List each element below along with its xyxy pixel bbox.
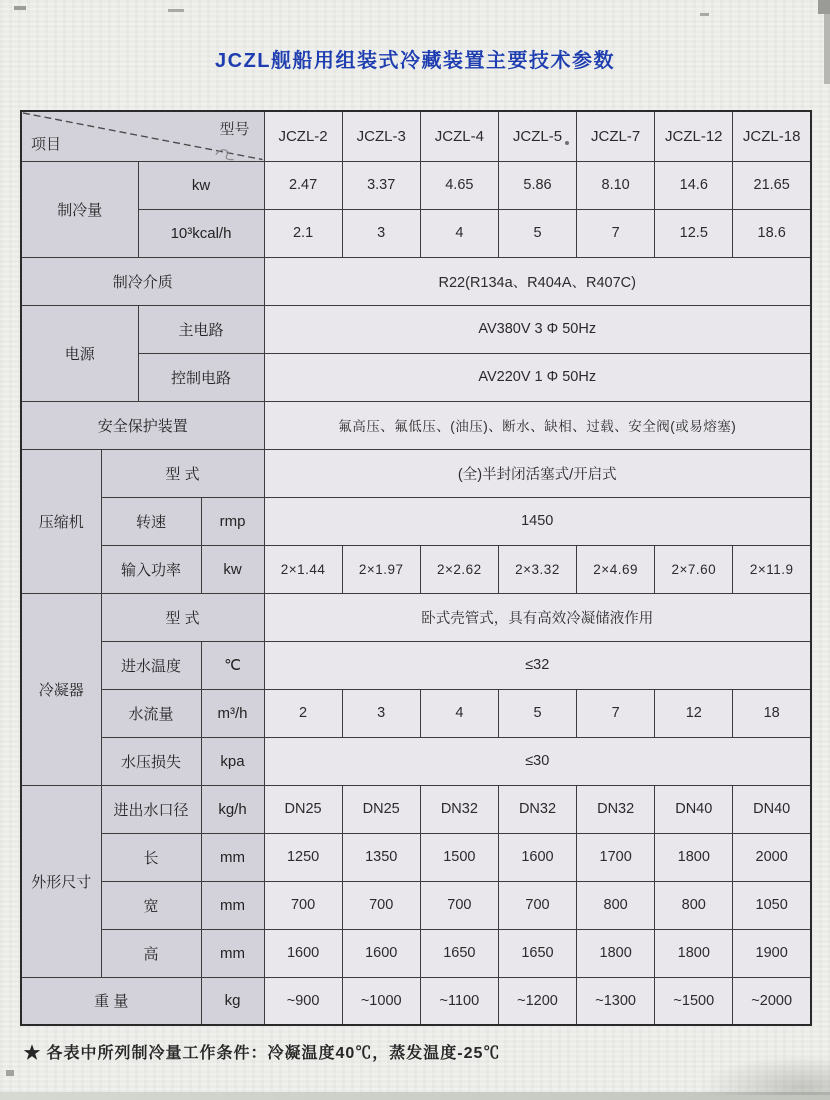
table-row xyxy=(21,257,811,305)
value-cell: 2×2.62 xyxy=(420,545,498,593)
value-cell: 700 xyxy=(264,881,342,929)
table-row xyxy=(21,881,811,929)
value-cell: 2×11.9 xyxy=(733,545,811,593)
model-header: JCZL-18 xyxy=(733,111,811,161)
scan-artifact xyxy=(6,1070,14,1076)
value-cell: 2×3.32 xyxy=(498,545,576,593)
value-cell: 700 xyxy=(420,881,498,929)
value-cell-wide: ≤30 xyxy=(264,737,811,785)
table-header-row xyxy=(21,111,811,161)
row-label: 型 式 xyxy=(101,449,264,497)
row-label: 宽 xyxy=(101,881,201,929)
value-cell: ~1200 xyxy=(498,977,576,1025)
value-cell: 1500 xyxy=(420,833,498,881)
value-cell: 18 xyxy=(733,689,811,737)
value-cell-wide: AV220V 1 Φ 50Hz xyxy=(264,353,811,401)
table-row xyxy=(21,689,811,737)
group-label-capacity: 制冷量 xyxy=(21,161,138,257)
value-cell: 1800 xyxy=(655,929,733,977)
value-cell: 12.5 xyxy=(655,209,733,257)
row-label: 长 xyxy=(101,833,201,881)
value-cell: ~1300 xyxy=(577,977,655,1025)
scan-artifact xyxy=(700,1055,830,1095)
table-row xyxy=(21,209,811,257)
row-label: 重 量 xyxy=(21,977,201,1025)
table-row xyxy=(21,977,811,1025)
value-cell: 700 xyxy=(498,881,576,929)
table-row xyxy=(21,737,811,785)
value-cell: DN25 xyxy=(342,785,420,833)
value-cell: ~1500 xyxy=(655,977,733,1025)
value-cell: 1600 xyxy=(264,929,342,977)
value-cell: 18.6 xyxy=(733,209,811,257)
value-cell: DN40 xyxy=(655,785,733,833)
scan-artifact xyxy=(168,9,184,12)
table-row xyxy=(21,353,811,401)
row-label: 水流量 xyxy=(101,689,201,737)
value-cell-wide: AV380V 3 Φ 50Hz xyxy=(264,305,811,353)
value-cell: 2×1.44 xyxy=(264,545,342,593)
value-cell-wide: ≤32 xyxy=(264,641,811,689)
group-label-compressor: 压缩机 xyxy=(21,449,101,593)
value-cell: 2×4.69 xyxy=(577,545,655,593)
value-cell: 3 xyxy=(342,689,420,737)
value-cell: 7 xyxy=(577,209,655,257)
model-header: JCZL-2 xyxy=(264,111,342,161)
table-row xyxy=(21,785,811,833)
model-header: JCZL-3 xyxy=(342,111,420,161)
value-cell: 7 xyxy=(577,689,655,737)
scan-speck xyxy=(565,141,569,145)
row-label: 型 式 xyxy=(101,593,264,641)
value-cell-wide: 卧式壳管式，具有高效冷凝储液作用 xyxy=(264,593,811,641)
model-header: JCZL-4 xyxy=(420,111,498,161)
unit-cell: mm xyxy=(201,881,264,929)
value-cell: 1650 xyxy=(420,929,498,977)
row-label: 进水温度 xyxy=(101,641,201,689)
value-cell: 4 xyxy=(420,209,498,257)
corner-item-label: 项目 xyxy=(31,135,62,153)
scan-artifact xyxy=(818,0,830,14)
value-cell: ~1000 xyxy=(342,977,420,1025)
value-cell: 1800 xyxy=(655,833,733,881)
value-cell: 1800 xyxy=(577,929,655,977)
table-row xyxy=(21,449,811,497)
scan-squiggle xyxy=(216,150,234,160)
value-cell: DN32 xyxy=(498,785,576,833)
row-label: kw xyxy=(138,161,264,209)
model-header: JCZL-5 xyxy=(498,111,576,161)
value-cell: 12 xyxy=(655,689,733,737)
spec-table xyxy=(20,110,812,1026)
unit-cell: mm xyxy=(201,833,264,881)
table-row xyxy=(21,305,811,353)
value-cell: 2.47 xyxy=(264,161,342,209)
value-cell: ~1100 xyxy=(420,977,498,1025)
value-cell-wide: R22(R134a、R404A、R407C) xyxy=(264,257,811,305)
unit-cell: rmp xyxy=(201,497,264,545)
scan-artifact xyxy=(0,1092,830,1100)
row-label: 水压损失 xyxy=(101,737,201,785)
unit-cell: kw xyxy=(201,545,264,593)
value-cell: 3.37 xyxy=(342,161,420,209)
value-cell: DN40 xyxy=(733,785,811,833)
value-cell: 1900 xyxy=(733,929,811,977)
table-row xyxy=(21,593,811,641)
row-label: 进出水口径 xyxy=(101,785,201,833)
value-cell-wide: (全)半封闭活塞式/开启式 xyxy=(264,449,811,497)
page-title: JCZL舰船用组装式冷藏装置主要技术参数 xyxy=(215,50,615,72)
unit-cell: mm xyxy=(201,929,264,977)
unit-cell: m³/h xyxy=(201,689,264,737)
table-row xyxy=(21,929,811,977)
value-cell: 8.10 xyxy=(577,161,655,209)
unit-cell: kg/h xyxy=(201,785,264,833)
row-label: 主电路 xyxy=(138,305,264,353)
value-cell: 2 xyxy=(264,689,342,737)
value-cell: DN32 xyxy=(577,785,655,833)
model-header: JCZL-7 xyxy=(577,111,655,161)
unit-cell: kg xyxy=(201,977,264,1025)
value-cell: 4 xyxy=(420,689,498,737)
value-cell: 21.65 xyxy=(733,161,811,209)
value-cell: 700 xyxy=(342,881,420,929)
model-header: JCZL-12 xyxy=(655,111,733,161)
value-cell: 1600 xyxy=(498,833,576,881)
value-cell: 2000 xyxy=(733,833,811,881)
value-cell: 1350 xyxy=(342,833,420,881)
value-cell: 800 xyxy=(577,881,655,929)
table-row xyxy=(21,641,811,689)
corner-model-label: 型号 xyxy=(219,121,250,138)
value-cell: 1050 xyxy=(733,881,811,929)
table-row xyxy=(21,161,811,209)
value-cell: 2.1 xyxy=(264,209,342,257)
value-cell: 5 xyxy=(498,689,576,737)
unit-cell: ℃ xyxy=(201,641,264,689)
corner-cell xyxy=(21,111,264,161)
value-cell: 3 xyxy=(342,209,420,257)
row-label: 制冷介质 xyxy=(21,257,264,305)
table-row xyxy=(21,833,811,881)
row-label: 控制电路 xyxy=(138,353,264,401)
row-label: 10³kcal/h xyxy=(138,209,264,257)
group-label-dimensions: 外形尺寸 xyxy=(21,785,101,977)
group-label-condenser: 冷凝器 xyxy=(21,593,101,785)
row-label: 输入功率 xyxy=(101,545,201,593)
table-row xyxy=(21,497,811,545)
unit-cell: kpa xyxy=(201,737,264,785)
value-cell: 5.86 xyxy=(498,161,576,209)
value-cell: DN25 xyxy=(264,785,342,833)
row-label: 安全保护装置 xyxy=(21,401,264,449)
value-cell: 2×7.60 xyxy=(655,545,733,593)
value-cell: 1250 xyxy=(264,833,342,881)
value-cell-wide: 氟高压、氟低压、(油压)、断水、缺相、过载、安全阀(或易熔塞) xyxy=(264,401,811,449)
value-cell: 1600 xyxy=(342,929,420,977)
value-cell: 2×1.97 xyxy=(342,545,420,593)
row-label: 转速 xyxy=(101,497,201,545)
working-condition-note: ★ 各表中所列制冷量工作条件：冷凝温度40℃，蒸发温度-25℃ xyxy=(24,1045,501,1062)
value-cell: DN32 xyxy=(420,785,498,833)
spec-table-wrap xyxy=(20,110,812,1026)
table-row xyxy=(21,401,811,449)
value-cell: 5 xyxy=(498,209,576,257)
value-cell: 800 xyxy=(655,881,733,929)
value-cell: 4.65 xyxy=(420,161,498,209)
scan-artifact xyxy=(700,13,709,16)
table-row xyxy=(21,545,811,593)
row-label: 高 xyxy=(101,929,201,977)
value-cell: 1700 xyxy=(577,833,655,881)
scan-artifact xyxy=(14,6,26,10)
value-cell: 1650 xyxy=(498,929,576,977)
value-cell-wide: 1450 xyxy=(264,497,811,545)
value-cell: 14.6 xyxy=(655,161,733,209)
group-label-power: 电源 xyxy=(21,305,138,401)
value-cell: ~900 xyxy=(264,977,342,1025)
value-cell: ~2000 xyxy=(733,977,811,1025)
